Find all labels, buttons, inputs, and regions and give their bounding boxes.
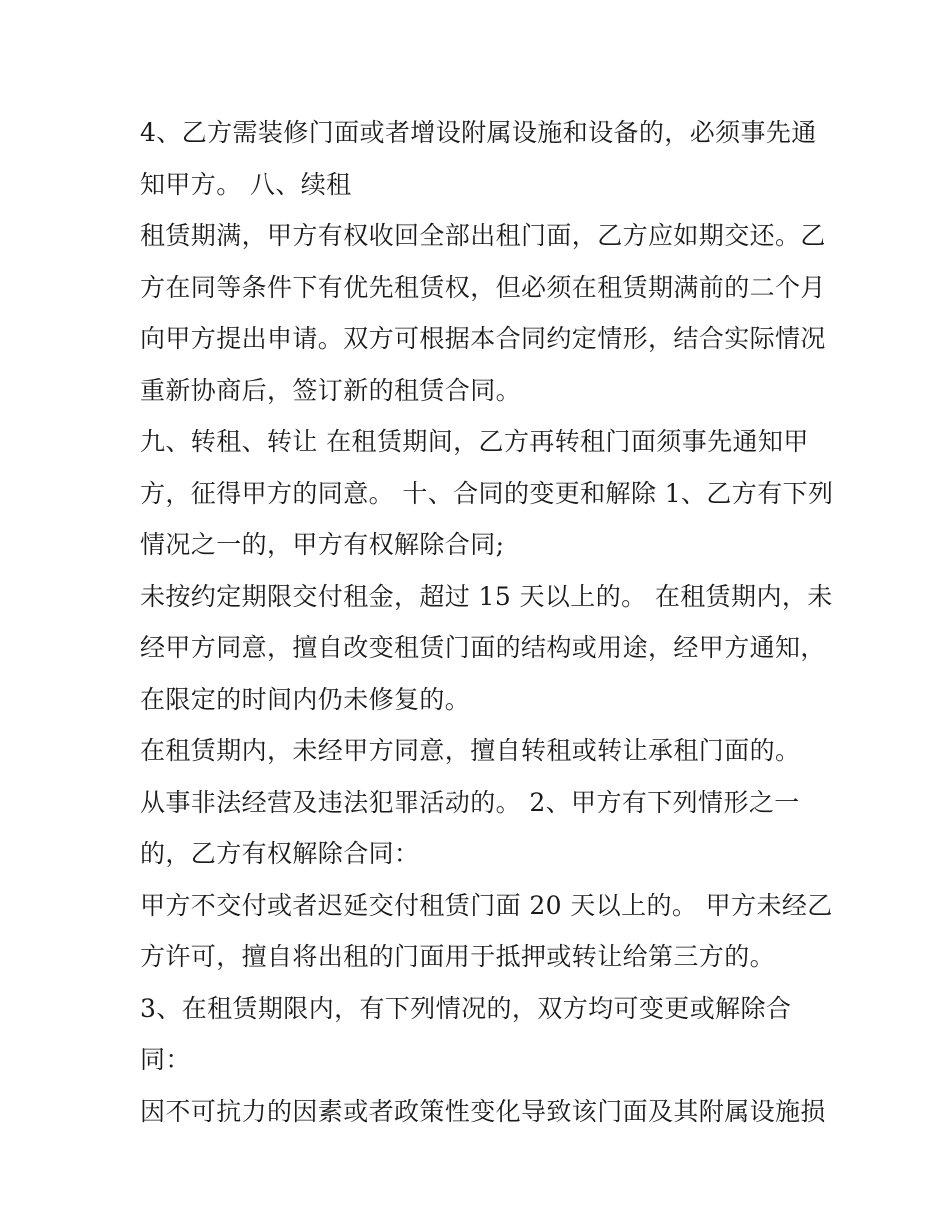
text-line: 未按约定期限交付租金，超过 15 天以上的。 在租赁期内，未 xyxy=(140,581,833,611)
text-line: 从事非法经营及违法犯罪活动的。 2、甲方有下列情形之一 xyxy=(140,787,800,817)
text-line: 在限定的时间内仍未修复的。 xyxy=(140,684,471,714)
text-line: 3、在租赁期限内，有下列情况的，双方均可变更或解除合 xyxy=(140,993,792,1023)
text-line: 甲方不交付或者迟延交付租赁门面 20 天以上的。 甲方未经乙 xyxy=(140,890,833,920)
text-line: 情况之一的，甲方有权解除合同; xyxy=(140,530,505,559)
text-line: 知甲方。 八、续租 xyxy=(140,169,352,199)
text-line: 租赁期满，甲方有权收回全部出租门面，乙方应如期交还。乙 xyxy=(140,221,826,250)
text-line: 在租赁期内，未经甲方同意，擅自转租或转让承租门面的。 xyxy=(140,736,801,765)
text-line: 同： xyxy=(140,1045,191,1074)
text-line: 方许可，擅自将出租的门面用于抵押或转让给第三方的。 xyxy=(140,942,776,971)
text-line: 方，征得甲方的同意。 十、合同的变更和解除 1、乙方有下列 xyxy=(140,478,834,508)
text-line: 方在同等条件下有优先租赁权，但必须在租赁期满前的二个月 xyxy=(140,272,826,302)
text-line: 因不可抗力的因素或者政策性变化导致该门面及其附属设施损 xyxy=(140,1096,826,1126)
document-body xyxy=(140,107,834,1137)
text-line: 向甲方提出申请。双方可根据本合同约定情形，结合实际情况 xyxy=(140,324,826,353)
text-line: 4、乙方需装修门面或者增设附属设施和设备的，必须事先通 xyxy=(140,118,817,147)
text-line: 重新协商后，签订新的租赁合同。 xyxy=(140,375,522,405)
text-line: 经甲方同意，擅自改变租赁门面的结构或用途，经甲方通知， xyxy=(140,633,826,662)
text-line: 的，乙方有权解除合同： xyxy=(140,839,420,868)
text-line: 九、转租、转让 在租赁期间，乙方再转租门面须事先通知甲 xyxy=(140,427,809,456)
